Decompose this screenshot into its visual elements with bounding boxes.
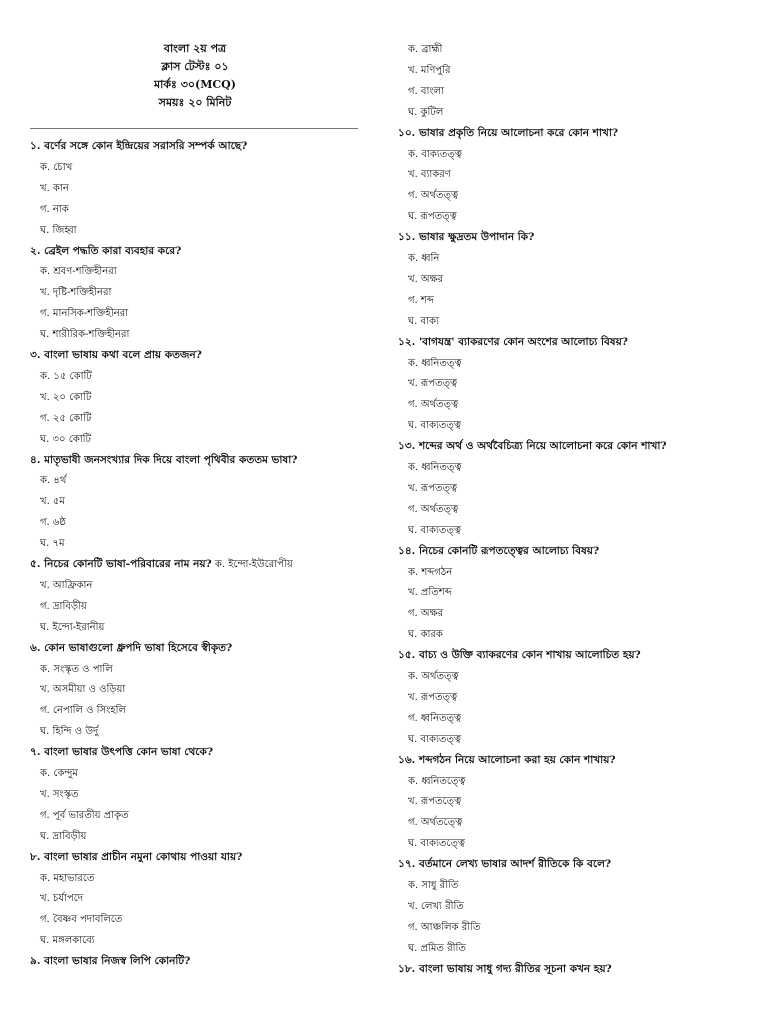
answer-option: গ. বাংলা xyxy=(408,85,445,97)
header-divider xyxy=(30,128,358,129)
question-text xyxy=(30,745,213,762)
answer-option: ঘ. বাক্যতত্ত্ব xyxy=(408,524,462,536)
question-text xyxy=(398,126,618,143)
answer-option: গ. নেপালি ও সিংহলি xyxy=(40,705,126,717)
question-stem: ৭. বাংলা ভাষার উৎপত্তি কোন ভাষা থেকে? xyxy=(30,746,213,759)
answer-option: খ. ৫ম xyxy=(40,496,65,508)
answer-option: ক. চোখ xyxy=(40,161,73,173)
inline-option: ক. ইন্দো-ইউরোপীয় xyxy=(211,559,293,570)
answer-option: গ. ধ্বনিতত্ত্ব xyxy=(408,712,462,724)
answer-option: গ. অর্থতত্ত্ব xyxy=(408,503,459,515)
answer-option: ঘ. প্রমিত রীতি xyxy=(408,942,466,954)
question-text xyxy=(398,439,667,456)
question-stem: ১৩. শব্দের অর্থ ও অর্থবৈচিত্র্য নিয়ে আলোচনা করে কোন শাখা? xyxy=(398,440,667,453)
question-text xyxy=(30,557,293,574)
question-stem: ৪. মাতৃভাষী জনসংখ্যার দিক দিয়ে বাংলা পৃথিবীর কততম ভাষা? xyxy=(30,453,298,466)
answer-option: গ. ২৫ কোটি xyxy=(40,412,92,424)
answer-option: ঘ. ৩০ কোটি xyxy=(40,433,91,445)
answer-option: গ. নাক xyxy=(40,203,69,215)
answer-option: গ. বৈষ্ণব পদাবলিতে xyxy=(40,914,123,926)
question-stem: ৩. বাংলা ভাষায় কথা বলে প্রায় কতজন? xyxy=(30,349,202,361)
question-stem: ৬. কোন ভাষাগুলো ধ্রুপদি ভাষা হিসেবে স্বীকৃত? xyxy=(30,641,233,654)
answer-option: ঘ. রূপতত্ত্ব xyxy=(408,211,457,223)
question-stem: ২. ব্রেইল পদ্ধতি কারা ব্যবহার করে? xyxy=(30,244,182,257)
question-stem: ১১. ভাষার ক্ষুদ্রতম উপাদান কি? xyxy=(398,231,535,244)
answer-option: খ. ব্যাকরণ xyxy=(408,169,451,181)
question-stem: ১৫. বাচ্য ও উক্তি ব্যাকরণের কোন শাখায় আলোচিত হয়? xyxy=(398,649,641,662)
question-stem: ১০. ভাষার প্রকৃতি নিয়ে আলোচনা করে কোন শাখা? xyxy=(398,126,619,139)
answer-option: খ. রূপতত্ত্ব xyxy=(408,378,458,390)
question-text xyxy=(398,857,611,874)
answer-option: খ. সংস্কৃত xyxy=(40,788,79,800)
subject-title: বাংলা ২য় পত্র xyxy=(163,42,227,55)
question-stem: ১. বর্ণের সঙ্গে কোন ইন্দ্রিয়ের সরাসরি সম্পর্ক আছে? xyxy=(30,140,248,152)
answer-option: গ. দ্রাবিড়ীয় xyxy=(40,600,87,612)
answer-option: খ. কান xyxy=(40,182,69,194)
answer-option: ক. ধ্বনিতত্ত্ব xyxy=(408,357,462,369)
answer-option: ঘ. শারীরিক-শক্তিহীনরা xyxy=(40,329,130,341)
question-text xyxy=(30,244,181,261)
answer-option: ঘ. মঙ্গলকাব্যে xyxy=(40,935,95,947)
answer-option: গ. শব্দ xyxy=(408,294,434,306)
answer-option: খ. আফ্রিকান xyxy=(40,579,93,591)
answer-option: খ. চর্যাপদে xyxy=(40,893,84,905)
question-stem: ৯. বাংলা ভাষার নিজস্ব লিপি কোনটি? xyxy=(30,955,191,968)
answer-option: ক. অর্থতত্ত্ব xyxy=(408,671,459,682)
answer-option: গ. অক্ষর xyxy=(408,608,444,620)
question-stem: ১৮. বাংলা ভাষায় সাধু গদ্য রীতির সূচনা কখন হয়? xyxy=(398,962,612,975)
answer-option: ঘ. জিহ্বা xyxy=(40,224,77,236)
question-text xyxy=(30,641,232,658)
answer-option: ক. শ্রবণ-শক্তিহীনরা xyxy=(40,266,117,278)
marks-line: মার্কঃ ৩০(MCQ) xyxy=(154,78,236,91)
question-stem: ৫. নিচের কোনটি ভাষা-পরিবারের নাম নয়? xyxy=(30,558,212,570)
answer-option: গ. মানসিক-শক্তিহীনরা xyxy=(40,308,129,320)
answer-option: ক. সংস্কৃত ও পালি xyxy=(40,663,113,675)
answer-option: ঘ. কারক xyxy=(408,629,443,641)
answer-option: ক. ৪র্থ xyxy=(40,475,67,487)
answer-option: খ. মণিপুরি xyxy=(408,64,451,76)
answer-option: ক. ১৫ কোটি xyxy=(40,370,92,382)
question-text xyxy=(30,850,242,867)
answer-option: ঘ. বাক্যতত্ত্বে xyxy=(408,838,466,850)
answer-option: গ. ৬ষ্ঠ xyxy=(40,517,66,529)
answer-option: ঘ. কুটিল xyxy=(408,106,444,118)
answer-option: ঘ. দ্রাবিড়ীয় xyxy=(40,830,87,842)
answer-option: ক. ধ্বনিতত্ত্বে xyxy=(408,775,466,787)
exam-header xyxy=(30,40,360,112)
answer-option: ঘ. বাক্য xyxy=(408,315,439,327)
answer-option: ঘ. ইন্দো-ইরানীয় xyxy=(40,621,105,633)
question-text xyxy=(398,544,599,561)
answer-option: গ. আঞ্চলিক রীতি xyxy=(408,921,481,933)
question-text xyxy=(30,453,297,470)
question-stem: ১৪. নিচের কোনটি রূপতত্ত্বের আলোচ্য বিষয়? xyxy=(398,544,600,557)
answer-option: গ. অর্থতত্ত্ব xyxy=(408,399,459,411)
answer-option: খ. রূপতত্ত্ব xyxy=(408,482,458,494)
answer-option: গ. অর্থতত্ত্ব xyxy=(408,190,459,202)
answer-option: ক. ধ্বনিতত্ত্ব xyxy=(408,462,462,473)
answer-option: ক. বাক্যতত্ত্ব xyxy=(408,148,462,160)
answer-option: ক. ব্রাহ্মী xyxy=(408,44,443,55)
question-stem: ১২. 'বাগযন্ত্র' ব্যাকরণের কোন অংশের আলোচ্য বিষয়? xyxy=(398,335,628,348)
answer-option: খ. অক্ষর xyxy=(408,273,444,285)
question-stem: ৮. বাংলা ভাষার প্রাচীন নমুনা কোথায় পাওয়া যায়? xyxy=(30,850,243,863)
question-text xyxy=(398,962,612,979)
answer-option: খ. প্রতিশব্দ xyxy=(408,587,452,599)
answer-option: ক. কেন্দুম xyxy=(40,768,78,779)
question-text xyxy=(30,954,190,971)
answer-option: খ. অসমীয়া ও ওড়িয়া xyxy=(40,684,126,696)
time-line: সময়ঃ ২০ মিনিট xyxy=(158,96,232,109)
question-stem: ১৭. বর্তমানে লেখ্য ভাষার আদর্শ রীতিকে কি বলে? xyxy=(398,858,612,871)
answer-option: গ. পূর্ব ভারতীয় প্রাকৃত xyxy=(40,809,129,821)
answer-option: খ. দৃষ্টি-শক্তিহীনরা xyxy=(40,287,112,299)
test-title: ক্লাস টেস্টঃ ০১ xyxy=(161,60,229,73)
answer-option: ক. ধ্বনি xyxy=(408,253,440,264)
answer-option: খ. রূপতত্ত্বে xyxy=(408,796,462,808)
question-text xyxy=(398,230,534,247)
answer-option: খ. ২০ কোটি xyxy=(40,391,92,403)
answer-option: ঘ. বাক্যতত্ত্ব xyxy=(408,733,462,745)
question-stem: ১৬. শব্দগঠন নিয়ে আলোচনা করা হয় কোন শাখায়? xyxy=(398,753,616,766)
answer-option: খ. লেখ্য রীতি xyxy=(408,900,464,912)
question-text xyxy=(398,753,616,770)
question-text xyxy=(398,648,641,665)
answer-option: খ. রূপতত্ত্ব xyxy=(408,691,458,703)
answer-option: ক. সাধু রীতি xyxy=(408,880,459,891)
answer-option: ঘ. বাক্যতত্ত্ব xyxy=(408,420,462,432)
question-text xyxy=(398,335,628,352)
question-text xyxy=(30,348,202,365)
question-text xyxy=(30,139,247,156)
answer-option: ঘ. ৭ম xyxy=(40,538,65,550)
answer-option: ক. শব্দগঠন xyxy=(408,566,453,578)
answer-option: ক. মহাভারতে xyxy=(40,872,95,884)
answer-option: গ. অর্থতত্ত্বে xyxy=(408,817,463,829)
answer-option: ঘ. হিন্দি ও উর্দু xyxy=(40,726,99,738)
